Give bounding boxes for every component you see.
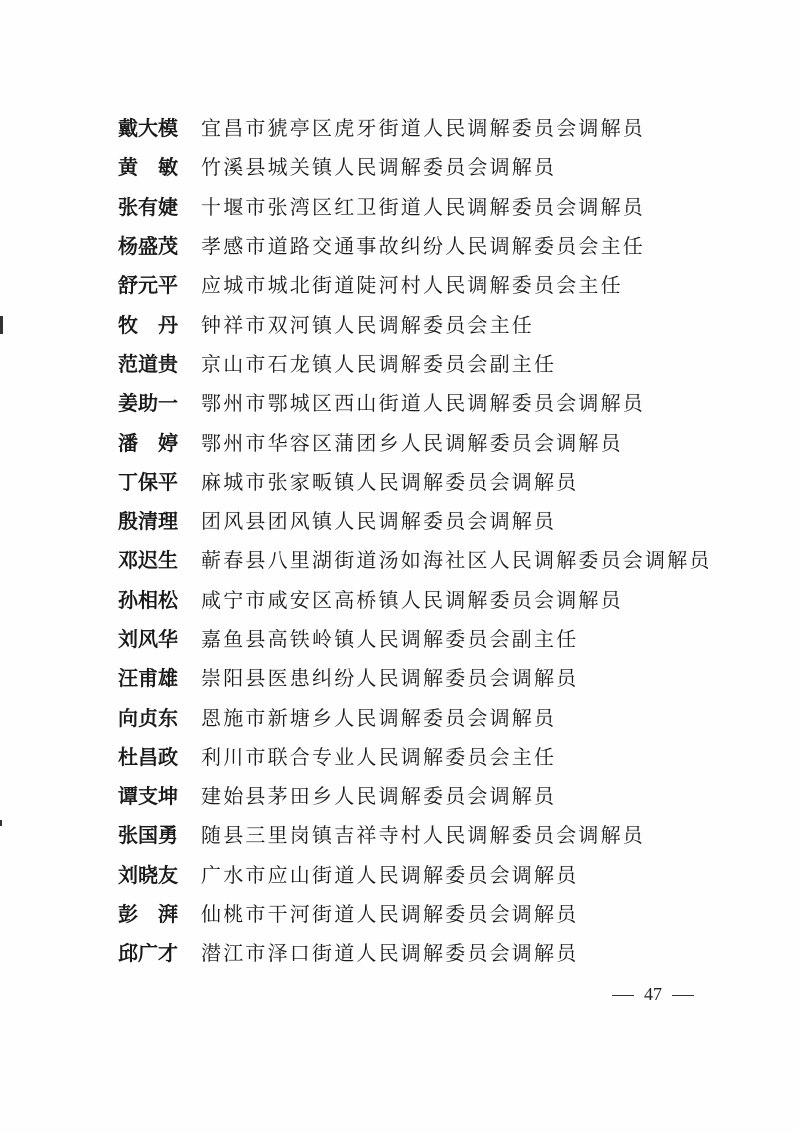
person-title: 建始县茅田乡人民调解委员会调解员	[201, 784, 557, 809]
list-item	[118, 814, 738, 853]
person-title: 竹溪县城关镇人民调解委员会调解员	[201, 155, 557, 180]
page-number-dash	[612, 995, 634, 996]
page-number-value: 47	[644, 984, 662, 1004]
person-title: 十堰市张湾区红卫街道人民调解委员会调解员	[201, 194, 645, 219]
list-item	[118, 421, 738, 460]
person-title: 宜昌市猇亭区虎牙街道人民调解委员会调解员	[201, 116, 645, 141]
scan-edge-mark	[0, 316, 3, 334]
person-name: 刘晓友	[118, 862, 178, 887]
list-item	[118, 736, 738, 775]
person-name: 丁保平	[118, 469, 178, 494]
list-item	[118, 500, 738, 539]
person-name: 戴大模	[118, 116, 178, 141]
person-title: 应城市城北街道陡河村人民调解委员会主任	[201, 273, 623, 298]
person-name: 邓迟生	[118, 548, 178, 573]
list-item	[118, 461, 738, 500]
person-title: 鄂州市鄂城区西山街道人民调解委员会调解员	[201, 391, 645, 416]
list-item	[118, 343, 738, 382]
person-title: 麻城市张家畈镇人民调解委员会调解员	[201, 469, 579, 494]
person-name: 杨盛茂	[118, 234, 178, 259]
list-item	[118, 775, 738, 814]
list-item	[118, 382, 738, 421]
list-item	[118, 303, 738, 342]
scan-edge-mark	[0, 820, 2, 826]
list-item	[118, 264, 738, 303]
person-name: 刘风华	[118, 627, 178, 651]
person-title: 广水市应山街道人民调解委员会调解员	[201, 862, 579, 887]
person-name: 孙相松	[118, 587, 178, 612]
person-name: 牧丹	[118, 312, 178, 337]
person-title: 仙桃市干河街道人民调解委员会调解员	[201, 902, 579, 927]
person-title: 蕲春县八里湖街道汤如海社区人民调解委员会调解员	[201, 548, 712, 573]
person-name: 杜昌政	[118, 744, 178, 769]
person-name: 张国勇	[118, 823, 178, 848]
list-item	[118, 539, 738, 578]
list-item	[118, 186, 738, 225]
list-item	[118, 618, 738, 657]
name-list	[118, 107, 738, 972]
list-item	[118, 932, 738, 971]
person-name: 姜助一	[118, 391, 178, 416]
person-name: 范道贵	[118, 351, 178, 376]
person-title: 潜江市泽口街道人民调解委员会调解员	[201, 941, 579, 966]
person-title: 嘉鱼县高铁岭镇人民调解委员会副主任	[201, 627, 579, 651]
person-name: 殷清理	[118, 509, 178, 534]
page-number-dash	[672, 995, 694, 996]
person-title: 恩施市新塘乡人民调解委员会调解员	[201, 705, 557, 730]
page-number	[612, 984, 694, 1005]
person-name: 张有婕	[118, 194, 178, 219]
person-name: 彭湃	[118, 902, 178, 927]
person-name: 黄敏	[118, 155, 178, 180]
person-title: 咸宁市咸安区高桥镇人民调解委员会调解员	[201, 587, 623, 612]
list-item	[118, 657, 738, 696]
person-name: 向贞东	[118, 705, 178, 730]
person-title: 孝感市道路交通事故纠纷人民调解委员会主任	[201, 234, 645, 259]
person-name: 舒元平	[118, 273, 178, 298]
person-title: 随县三里岗镇吉祥寺村人民调解委员会调解员	[201, 823, 645, 848]
list-item	[118, 893, 738, 932]
person-name: 邱广才	[118, 941, 178, 966]
list-item	[118, 854, 738, 893]
person-name: 汪甫雄	[118, 666, 178, 691]
person-title: 利川市联合专业人民调解委员会主任	[201, 744, 557, 769]
list-item	[118, 696, 738, 735]
list-item	[118, 107, 738, 146]
person-name: 谭支坤	[118, 784, 178, 809]
list-item	[118, 579, 738, 618]
person-title: 团风县团风镇人民调解委员会调解员	[201, 509, 557, 534]
person-title: 鄂州市华容区蒲团乡人民调解委员会调解员	[201, 430, 623, 455]
list-item	[118, 146, 738, 185]
person-name: 潘婷	[118, 430, 178, 455]
person-title: 钟祥市双河镇人民调解委员会主任	[201, 312, 534, 337]
list-item	[118, 225, 738, 264]
person-title: 京山市石龙镇人民调解委员会副主任	[201, 351, 557, 376]
person-title: 崇阳县医患纠纷人民调解委员会调解员	[201, 666, 579, 691]
